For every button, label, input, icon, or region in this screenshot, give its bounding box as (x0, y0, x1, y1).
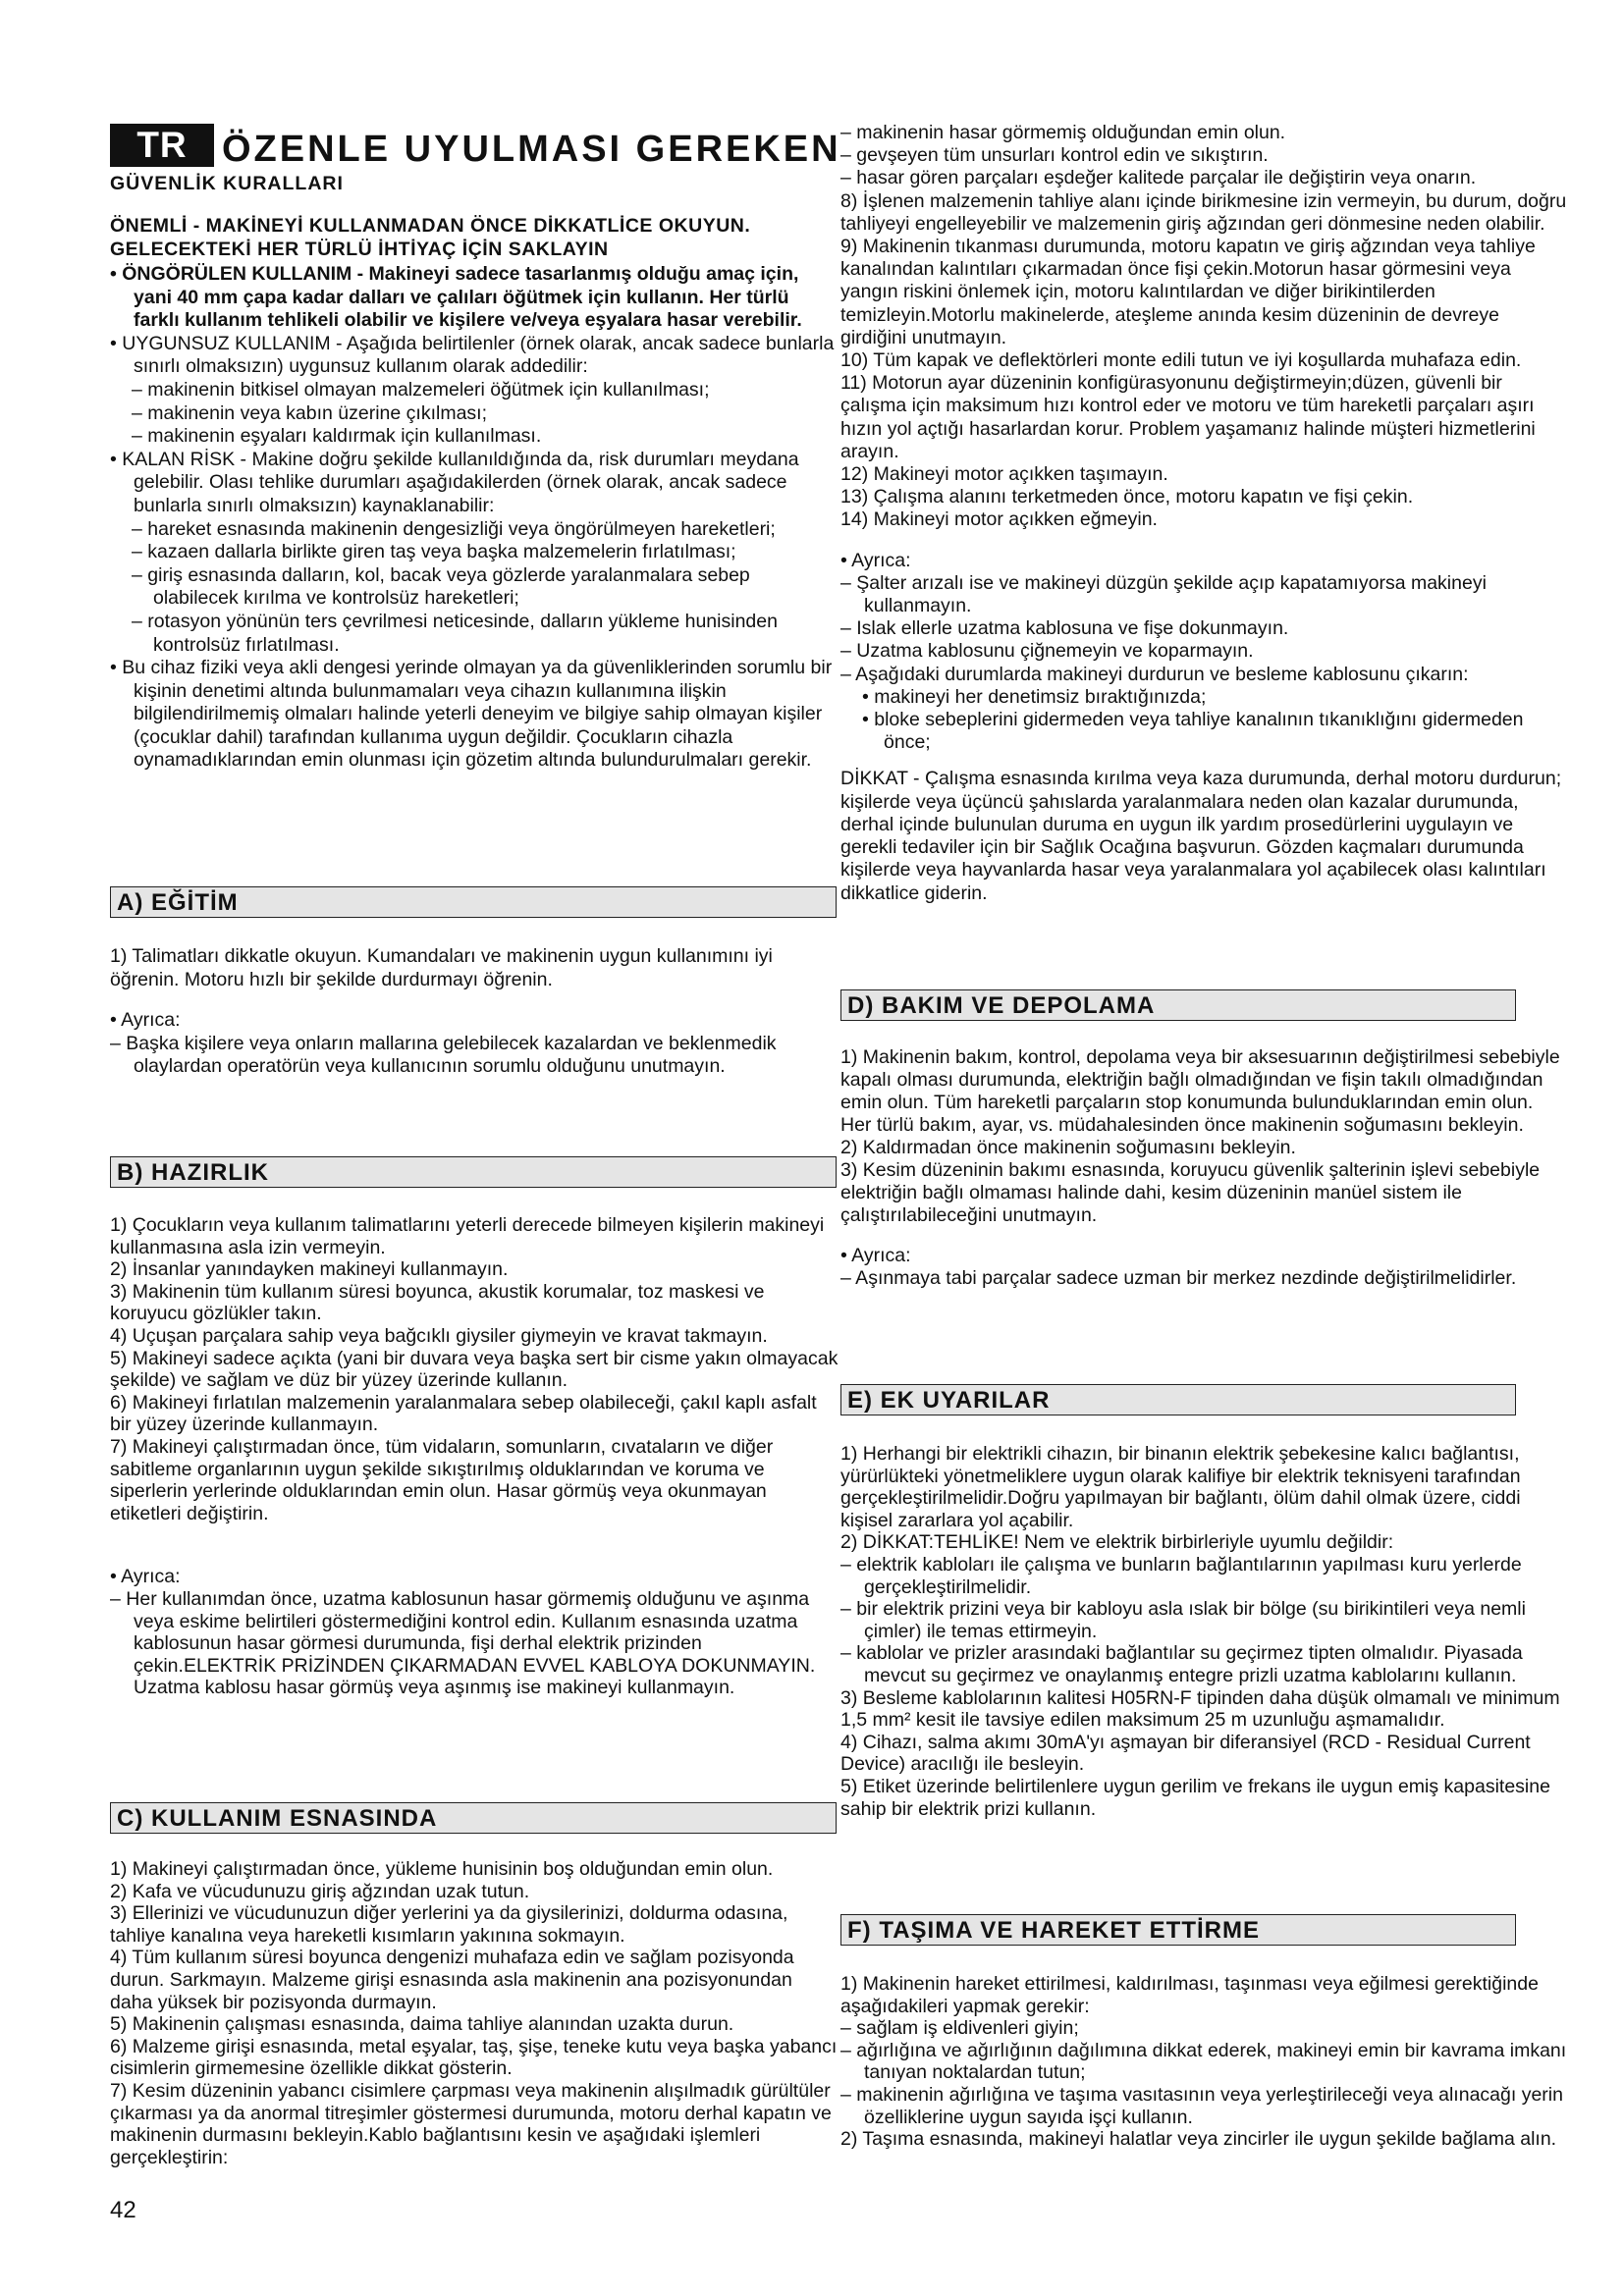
intro-item: – kazaen dallarla birlikte giren taş veya başka malzemelerin fırlatılması; (132, 541, 736, 563)
section-d-heading: D) BAKIM VE DEPOLAMA (840, 989, 1516, 1021)
cont-item: – hasar gören parçaları eşdeğer kalitede parçalar ile değiştirin veya onarın. (840, 167, 1477, 189)
section-c-body (110, 1858, 839, 2168)
section-b-item: • Ayrıca: (110, 1566, 181, 1588)
section-f-item: – sağlam iş eldivenleri giyin; (840, 2017, 1079, 2040)
section-b-item: 2) İnsanlar yanındayken makineyi kullanmayın. (110, 1258, 509, 1281)
cont-item: – makinenin hasar görmemiş olduğundan emin olun. (840, 122, 1286, 143)
cont-item: 9) Makinenin tıkanması durumunda, motoru kapatın ve giriş ağzından veya tahliye kanalından kalıntıları çıkarmadan önce fişi çekin.Motorun hasar görmesini veya yangın riskini önlemek için, motoru kalıntılardan ve diğer birikintilerden temizleyin.Motorlu makinelerde, ateşleme anında kesim düzeninin de devreye girdiğini unutmayın. (840, 236, 1536, 348)
section-d-item: • Ayrıca: (840, 1245, 911, 1266)
intro-supervision: • Bu cihaz fiziki veya akli dengesi yerinde olmayan ya da güvenliklerinden sorumlu bir kişinin denetimi altında bulunmamaları veya cihazın kullanımına ilişkin bilgilendirilmemiş olmaları halinde yeterli deneyim ve bilgiye sahip olmayan kişiler (çocuklar dahil) tarafından kullanıma uygun değildir. Çocukların cihazla oynamadıklarından emin olunması için gözetim altında bulundurulmaları gerekir. (110, 657, 833, 772)
section-d-item: 3) Kesim düzeninin bakımı esnasında, koruyucu güvenlik şalterinin işlevi sebebiyle elektriğin bağlı olmaması halinde dahi, kesim düzeninin manüel sistem ile çalıştırılabileceğini unutmayın. (840, 1159, 1541, 1226)
section-f-body (840, 1973, 1567, 2151)
section-e-item: 3) Besleme kablolarının kalitesi H05RN-F tipinden daha düşük olmamalı ve minimum 1,5 mm² kesit ile tavsiye edilen maksimum 25 m uzunluğu aşmamalıdır. (840, 1686, 1560, 1732)
section-f-item: 1) Makinenin hareket ettirilmesi, kaldırılması, taşınması veya eğilmesi gerektiğinde aşağıdakileri yapmak gerekir: (840, 1973, 1539, 2017)
section-e-item: – bir elektrik prizini veya bir kabloyu asla ıslak bir bölge (su birikintileri veya nemli çimler) ile temas ettirmeyin. (840, 1598, 1526, 1642)
important-notice (110, 214, 841, 261)
section-a-body (110, 945, 839, 1079)
section-e-item: 4) Cihazı, salma akımı 30mA'yı aşmayan bir diferansiyel (RCD - Residual Current Device) aracılığı ile besleyin. (840, 1731, 1531, 1776)
section-e-heading: E) EK UYARILAR (840, 1384, 1516, 1415)
section-e-body (840, 1443, 1567, 1820)
intro-item: – makinenin veya kabın üzerine çıkılması; (132, 401, 488, 424)
cont-item: 8) İşlenen malzemenin tahliye alanı içinde birikmesine izin vermeyin, bu durum, doğru tahliyeyi engelleyebilir ve malzemenin giriş ağzından geri dönmesine neden olabilir. (840, 189, 1567, 235)
section-f-item: 2) Taşıma esnasında, makineyi halatlar veya zincirler ile uygun şekilde bağlama alın. (840, 2128, 1557, 2151)
cont-item: – Islak ellerle uzatma kablosuna ve fişe dokunmayın. (840, 617, 1289, 640)
section-c-item: 3) Ellerinizi ve vücudunuzun diğer yerlerini ya da giysilerinizi, doldurma odasına, tahliye kanalına veya hareketli kısımların yakınına sokmayın. (110, 1902, 788, 1947)
section-a-item: 1) Talimatları dikkatle okuyun. Kumandaları ve makinenin uygun kullanımını iyi öğrenin. Motoru hızlı bir şekilde durdurmayı öğrenin. (110, 945, 773, 990)
cont-item: 10) Tüm kapak ve deflektörleri monte edili tutun ve iyi koşullarda muhafaza edin. (840, 349, 1522, 372)
intro-item: – hareket esnasında makinenin dengesizliği veya öngörülmeyen hareketleri; (132, 517, 776, 540)
section-b-item: 7) Makineyi çalıştırmadan önce, tüm vidaların, somunların, cıvataların ve diğer sabitleme organlarının uygun şekilde sıkıştırılmış olduklarından ve koruma ve siperlerin yerlerinde olduklarından emin olun. Hasar görmüş veya okunmayan etiketleri değiştirin. (110, 1435, 774, 1524)
intro-item: – giriş esnasında dalların, kol, bacak veya gözlerde yaralanmalara sebep olabilecek kırılma ve kontrolsüz hareketleri; (132, 563, 750, 610)
section-b-item: – Her kullanımdan önce, uzatma kablosunun hasar görmemiş olduğunu ve aşınma veya eskime belirtileri göstermediğini kontrol edin. Kullanım esnasında uzatma kablosunun hasar görmesi durumunda, fişi derhal elektrik prizinden çekin.ELEKTRİK PRİZİNDEN ÇIKARMADAN EVVEL KABLOYA DOKUNMAYIN. Uzatma kablosu hasar görmüş veya aşınmış ise makineyi kullanmayın. (110, 1587, 816, 1699)
section-b-item: 5) Makineyi sadece açıkta (yani bir duvara veya başka sert bir cisme yakın olmayacak şekilde) ve sağlam ve düz bir yüzey üzerinde kullanın. (110, 1347, 839, 1392)
section-b-item: 6) Makineyi fırlatılan malzemenin yaralanmalara sebep olabileceği, çakıl kaplı asfalt bir yüzey üzerinde kullanmayın. (110, 1391, 817, 1436)
section-d-body (840, 1046, 1567, 1290)
section-e-item: 5) Etiket üzerinde belirtilenlere uygun gerilim ve frekans ile uygun emiş kapasitesine sahip bir elektrik prizi kullanın. (840, 1775, 1550, 1820)
section-d-item: 2) Kaldırmadan önce makinenin soğumasını bekleyin. (840, 1137, 1296, 1158)
intro-item: – makinenin eşyaları kaldırmak için kullanılması. (132, 425, 542, 448)
section-e-item: – elektrik kabloları ile çalışma ve bunların bağlantılarının yapılması kuru yerlerde gerçekleştirilmelidir. (840, 1553, 1522, 1598)
cont-item: 14) Makineyi motor açıkken eğmeyin. (840, 508, 1158, 531)
intro-improper-use: • UYGUNSUZ KULLANIM - Aşağıda belirtilenler (örnek olarak, ancak sadece bunlarla sınırlı olmaksızın) uygunsuz kullanım olarak addedilir: (110, 332, 835, 378)
intro-section (110, 263, 839, 773)
page-title: ÖZENLE UYULMASI GEREKEN (222, 129, 841, 170)
section-c-item: 5) Makinenin çalışması esnasında, daima tahliye alanından uzakta durun. (110, 2013, 734, 2036)
intro-item: – makinenin bitkisel olmayan malzemeleri öğütmek için kullanılması; (132, 378, 710, 400)
section-c-item: 2) Kafa ve vücudunuzu giriş ağzından uzak tutun. (110, 1880, 530, 1902)
cont-item: • bloke sebeplerini gidermeden veya tahliye kanalının tıkanıklığını gidermeden önce; (862, 709, 1524, 754)
intro-residual-risk: • KALAN RİSK - Makine doğru şekilde kullanıldığında da, risk durumları meydana gelebilir. Olası tehlike durumları aşağıdakilerden (örnek olarak, ancak sadece bunlarla sınırlı olmaksızın) kaynaklanabilir: (110, 448, 799, 516)
section-b-heading: B) HAZIRLIK (110, 1156, 837, 1188)
section-c-item: 4) Tüm kullanım süresi boyunca dengenizi muhafaza edin ve sağlam pozisyonda durun. Sarkmayın. Malzeme girişi esnasında asla makinenin ana pozisyonundan daha yüksek bir pozisyonda durmayın. (110, 1947, 794, 2013)
page-number: 42 (110, 2197, 136, 2223)
section-d-item: 1) Makinenin bakım, kontrol, depolama veya bir aksesuarının değiştirilmesi sebebiyle kapalı olması durumunda, elektriğin bağlı olmadığından ve fişin takılı olmadığından emin olun. Tüm hareketli parçaların stop konumunda bulunduklarından emin olun. Her türlü bakım, ayar, vs. müdahalesinden önce makinenin soğumasını bekleyin. (840, 1046, 1560, 1136)
section-c-item: 7) Kesim düzeninin yabancı cisimlere çarpması veya makinenin alışılmadık gürültüler çıkarması ya da anormal titreşimler göstermesi durumunda, motoru derhal kapatın ve makinenin durmasını bekleyin.Kablo bağlantısını kesin ve aşağıdaki işlemleri gerçekleştirin: (110, 2079, 832, 2168)
intro-item: – rotasyon yönünün ters çevrilmesi neticesinde, dalların yükleme hunisinden kontrolsüz fırlatılması. (132, 610, 778, 656)
cont-item: • makineyi her denetimsiz bıraktığınızda; (862, 685, 1207, 708)
section-b-body (110, 1214, 839, 1699)
cont-item: – Aşağıdaki durumlarda makineyi durdurun ve besleme kablosunu çıkarın: (840, 663, 1469, 685)
section-f-item: – makinenin ağırlığına ve taşıma vasıtasının veya yerleştirileceği veya alınacağı yerin özelliklerine uygun sayıda işçi kullanın. (840, 2083, 1563, 2128)
page-subtitle: GÜVENLİK KURALLARI (110, 173, 344, 194)
right-continuation (840, 122, 1567, 905)
lang-badge: TR (110, 124, 214, 167)
section-a-heading: A) EĞİTİM (110, 886, 837, 918)
section-e-item: – kablolar ve prizler arasındaki bağlantılar su geçirmez tipten olmalıdır. Piyasada mevcut su geçirmez ve onaylanmış entegre prizli uzatma kablolarını kullanın. (840, 1642, 1523, 1686)
section-e-item: 2) DİKKAT:TEHLİKE! Nem ve elektrik birbirleriyle uyumlu değildir: (840, 1531, 1394, 1554)
intro-intended-use: • ÖNGÖRÜLEN KULLANIM - Makineyi sadece tasarlanmış olduğu amaç için, yani 40 mm çapa kadar dalları ve çalıları öğütmek için kullanın. Her türlü farklı kullanım tehlikeli olabilir ve kişilere ve/veya eşyalara hasar verebilir. (110, 263, 802, 332)
cont-item: – Şalter arızalı ise ve makineyi düzgün şekilde açıp kapatamıyorsa makineyi kullanmayın. (840, 571, 1487, 617)
section-c-item: 1) Makineyi çalıştırmadan önce, yükleme hunisinin boş olduğundan emin olun. (110, 1858, 774, 1880)
cont-item: – Uzatma kablosunu çiğnemeyin ve koparmayın. (840, 640, 1254, 663)
warning-paragraph: DİKKAT - Çalışma esnasında kırılma veya kaza durumunda, derhal motoru durdurun; kişilerde veya üçüncü şahıslarda yaralanmalara neden olan kazalar durumunda, derhal içinde bulunulan duruma en uygun ilk yardım prosedürlerini uygulayın ve gerekli tedaviler için bir Sağlık Ocağına başvurun. Gözden kaçmaları durumunda kişilerde veya hayvanlarda hasar veya yaralanmalara yol açabilecek olası kalıntıları dikkatlice giderin. (840, 768, 1562, 904)
cont-item: • Ayrıca: (840, 549, 911, 571)
section-c-heading: C) KULLANIM ESNASINDA (110, 1802, 837, 1834)
cont-item: 12) Makineyi motor açıkken taşımayın. (840, 463, 1168, 486)
section-c-item: 6) Malzeme girişi esnasında, metal eşyalar, taş, şişe, teneke kutu veya başka yabancı cisimlerin girmemesine özellikle dikkat gösterin. (110, 2035, 838, 2080)
section-e-item: 1) Herhangi bir elektrikli cihazın, bir binanın elektrik şebekesine kalıcı bağlantısı, yürürlükteki yönetmeliklere uygun olarak kalifiye bir elektrik teknisyeni tarafından gerçekleştirilmelidir.Doğru yapılmayan bir bağlantı, ölüm dahil olmak üzere, ciddi kişisel zararlara yol açabilir. (840, 1443, 1521, 1531)
cont-item: 13) Çalışma alanını terketmeden önce, motoru kapatın ve fişi çekin. (840, 486, 1414, 508)
section-a-item: – Başka kişilere veya onların mallarına gelebilecek kazalardan ve beklenmedik olaylardan operatörün veya kullanıcının sorumlu olduğunu unutmayın. (110, 1032, 777, 1078)
important-line-1: ÖNEMLİ - MAKİNEYİ KULLANMADAN ÖNCE DİKKATLİCE OKUYUN. (110, 215, 751, 237)
section-d-item: – Aşınmaya tabi parçalar sadece uzman bir merkez nezdinde değiştirilmelidirler. (840, 1267, 1517, 1289)
cont-item: – gevşeyen tüm unsurları kontrol edin ve sıkıştırın. (840, 144, 1269, 167)
section-b-item: 3) Makinenin tüm kullanım süresi boyunca, akustik korumalar, toz maskesi ve koruyucu gözlükler takın. (110, 1280, 765, 1325)
section-a-item: • Ayrıca: (110, 1009, 181, 1032)
section-f-item: – ağırlığına ve ağırlığının dağılımına dikkat ederek, makineyi emin bir kavrama imkanı tanıyan noktalardan tutun; (840, 2039, 1567, 2084)
section-b-item: 1) Çocukların veya kullanım talimatlarını yeterli derecede bilmeyen kişilerin makineyi kullanmasına asla izin vermeyin. (110, 1214, 825, 1258)
section-f-heading: F) TAŞIMA VE HAREKET ETTİRME (840, 1914, 1516, 1946)
important-line-2: GELECEKTEKİ HER TÜRLÜ İHTİYAÇ İÇİN SAKLAYIN (110, 239, 609, 260)
cont-item: 11) Motorun ayar düzeninin konfigürasyonunu değiştirmeyin;düzen, güvenli bir çalışma için maksimum hızı kontrol eder ve motoru ve tüm hareketli parçaları aşırı hızın yol açtığı hasarlardan korur. Problem yaşamanız halinde müşteri hizmetlerini arayın. (840, 372, 1536, 462)
section-b-item: 4) Uçuşan parçalara sahip veya bağcıklı giysiler giymeyin ve kravat takmayın. (110, 1324, 768, 1347)
